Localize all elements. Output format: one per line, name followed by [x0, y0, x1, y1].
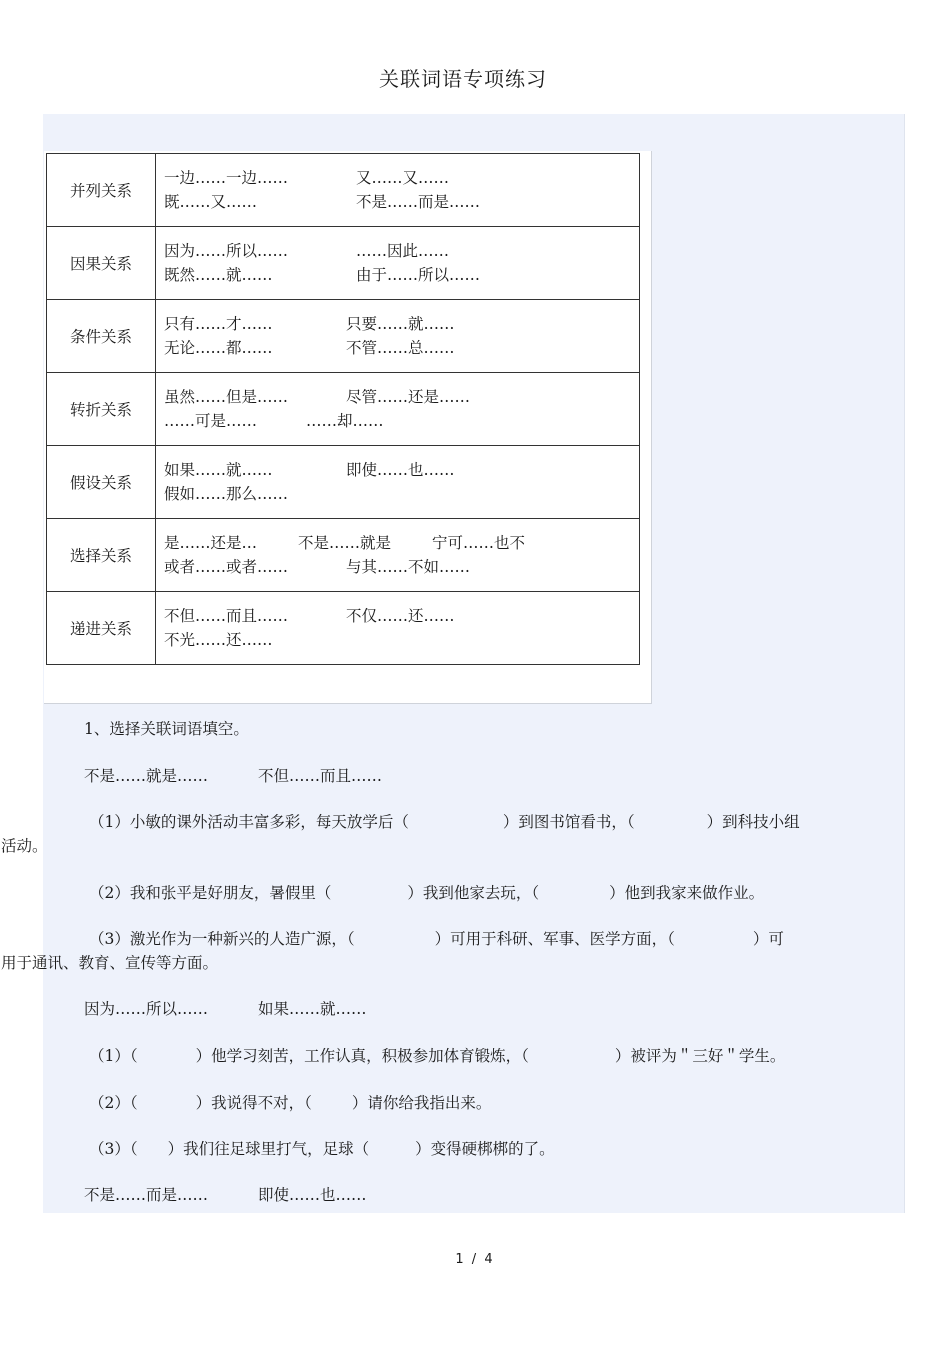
table-row — [47, 227, 640, 300]
conjunction-pair: 宁可……也不 — [432, 534, 526, 552]
exercise-heading: 1、选择关联词语填空。 — [84, 720, 249, 738]
conjunction-pairs — [156, 373, 640, 446]
conjunction-pairs — [156, 227, 640, 300]
option: 因为……所以…… — [84, 1000, 209, 1018]
page-number: 1 / 4 — [455, 1252, 495, 1267]
conjunction-pair: 只有……才…… — [164, 315, 273, 333]
conjunction-pair: 只要……就…… — [346, 315, 455, 333]
conjunction-pairs — [156, 519, 640, 592]
table-row — [47, 446, 640, 519]
conjunction-pair: ……可是…… — [164, 412, 258, 430]
option: 不是……就是…… — [84, 767, 209, 785]
pair-line — [164, 239, 639, 263]
pair-line — [164, 628, 639, 652]
table-row — [47, 373, 640, 446]
conjunction-pair: 不管……总…… — [346, 339, 455, 357]
conjunction-pair: 虽然……但是…… — [164, 388, 289, 406]
pair-line — [164, 409, 639, 433]
conjunction-pair: 不仅……还…… — [346, 607, 455, 625]
conjunction-pairs — [156, 300, 640, 373]
relation-category: 选择关系 — [47, 519, 156, 592]
relation-category: 假设关系 — [47, 446, 156, 519]
conjunction-pair: 既……又…… — [164, 193, 258, 211]
conjunction-pair: 不光……还…… — [164, 631, 273, 649]
question-2-2: （2）（ ）我说得不对，（ ）请你给我指出来。 — [89, 1094, 492, 1112]
conjunction-pair: 既然……就…… — [164, 266, 273, 284]
option-row-1 — [84, 764, 382, 786]
relation-category: 并列关系 — [47, 154, 156, 227]
question-1-3: （3）激光作为一种新兴的人造广源，（ ）可用于科研、军事、医学方面，（ ）可 用于通讯、教育、宣传等方面。 — [1, 930, 784, 972]
pair-line — [164, 555, 639, 579]
conjunction-table-card — [44, 151, 652, 704]
conjunction-pair: 由于……所以…… — [356, 266, 481, 284]
relation-category: 因果关系 — [47, 227, 156, 300]
pair-line — [164, 385, 639, 409]
question-2-1: （1）（ ）他学习刻苦，工作认真，积极参加体育锻炼，（ ）被评为＂三好＂学生。 — [89, 1047, 786, 1065]
page-title: 关联词语专项练习 — [379, 67, 547, 91]
pair-line — [164, 482, 639, 506]
relation-category: 条件关系 — [47, 300, 156, 373]
pair-line — [164, 166, 639, 190]
question-1-2: （2）我和张平是好朋友，暑假里（ ）我到他家去玩，（ ）他到我家来做作业。 — [89, 884, 765, 902]
conjunction-pair: 尽管……还是…… — [346, 388, 471, 406]
conjunction-pair: ……却…… — [306, 412, 384, 430]
table-row — [47, 154, 640, 227]
option: 如果……就…… — [258, 1000, 367, 1018]
conjunction-pair: 如果……就…… — [164, 461, 273, 479]
pair-line — [164, 458, 639, 482]
option-row-2 — [84, 997, 367, 1019]
conjunction-pair: ……因此…… — [356, 242, 450, 260]
pair-line — [164, 531, 639, 555]
conjunction-pair: 不但……而且…… — [164, 607, 289, 625]
option-row-3 — [84, 1183, 367, 1205]
conjunction-pair: 一边……一边…… — [164, 169, 289, 187]
option: 即使……也…… — [258, 1186, 367, 1204]
conjunction-pair: 不是……就是 — [298, 534, 392, 552]
conjunction-pair: 是……还是… — [164, 534, 258, 552]
option: 不是……而是…… — [84, 1186, 209, 1204]
table-row — [47, 300, 640, 373]
relation-category: 转折关系 — [47, 373, 156, 446]
conjunction-pair: 或者……或者…… — [164, 558, 289, 576]
pair-line — [164, 190, 639, 214]
relation-category: 递进关系 — [47, 592, 156, 665]
pair-line — [164, 312, 639, 336]
question-1-1: （1）小敏的课外活动丰富多彩，每天放学后（ ）到图书馆看书，（ ）到科技小组 活动。 — [1, 813, 800, 855]
option: 不但……而且…… — [258, 767, 383, 785]
table-row — [47, 519, 640, 592]
conjunction-pair: 又……又…… — [356, 169, 450, 187]
conjunction-pair: 无论……都…… — [164, 339, 273, 357]
conjunction-pairs — [156, 592, 640, 665]
conjunction-pair: 与其……不如…… — [346, 558, 471, 576]
conjunction-pairs — [156, 446, 640, 519]
question-2-3: （3）（ ）我们往足球里打气，足球（ ）变得硬梆梆的了。 — [89, 1140, 555, 1158]
pair-line — [164, 336, 639, 360]
conjunction-pair: 即使……也…… — [346, 461, 455, 479]
pair-line — [164, 263, 639, 287]
conjunction-pairs — [156, 154, 640, 227]
conjunction-pair: 因为……所以…… — [164, 242, 289, 260]
conjunction-pair: 假如……那么…… — [164, 485, 289, 503]
table-row — [47, 592, 640, 665]
conjunction-table — [46, 153, 640, 665]
pair-line — [164, 604, 639, 628]
conjunction-pair: 不是……而是…… — [356, 193, 481, 211]
